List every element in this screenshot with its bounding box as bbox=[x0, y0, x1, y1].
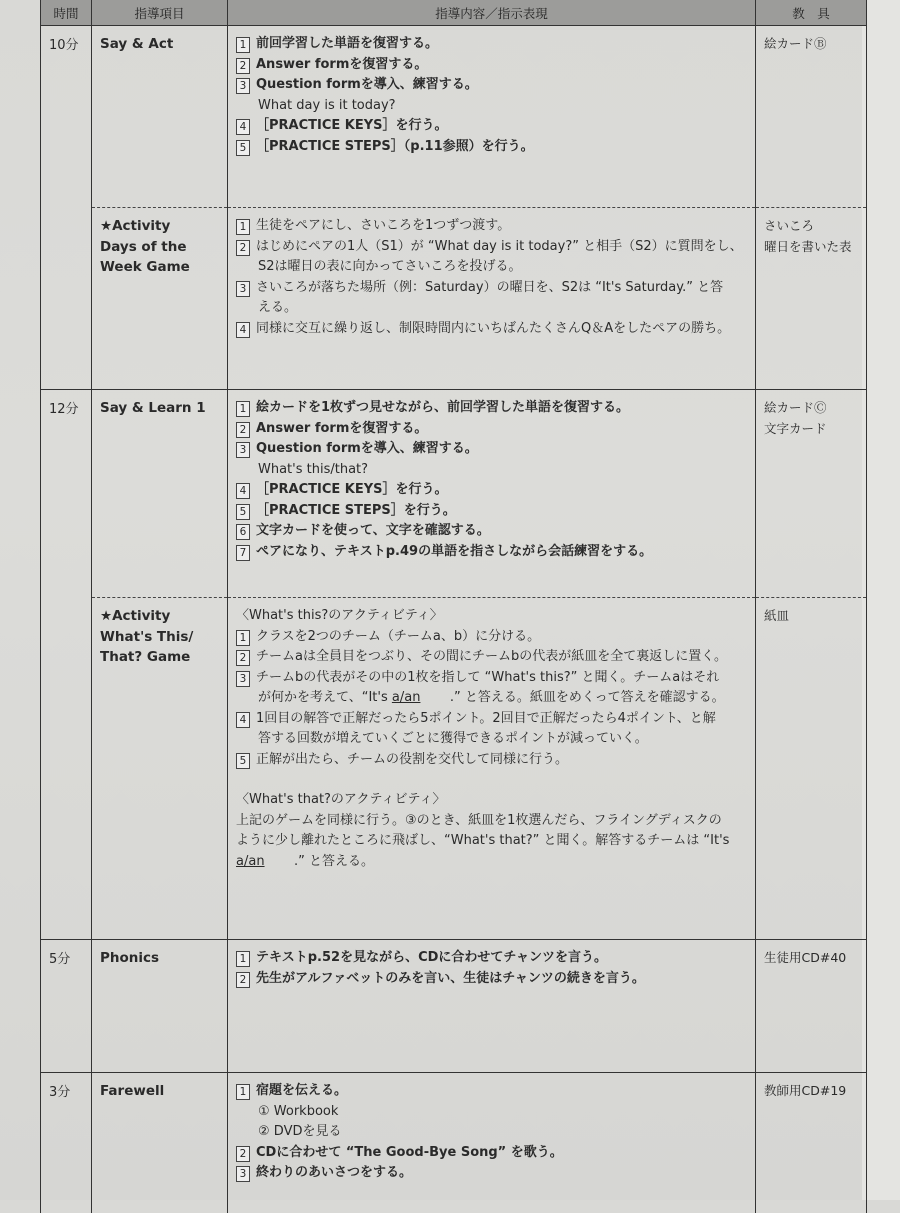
line-text: Question formを導入、練習する。 bbox=[256, 77, 478, 92]
header-time: 時間 bbox=[41, 0, 92, 26]
content-line bbox=[236, 319, 755, 340]
item-cell bbox=[92, 390, 228, 598]
step-number-box: 4 bbox=[236, 119, 250, 135]
content-line bbox=[236, 480, 755, 501]
step-number-box: 6 bbox=[236, 524, 250, 540]
content-line bbox=[236, 116, 755, 137]
content-line bbox=[236, 1163, 755, 1184]
step-number-box: 1 bbox=[236, 401, 250, 417]
content-cell bbox=[228, 598, 756, 940]
line-text: ペアになり、テキストp.49の単語を指さしながら会話練習をする。 bbox=[256, 543, 653, 559]
lesson-plan-table bbox=[40, 0, 867, 1213]
item-label: That? Game bbox=[100, 649, 191, 665]
tools-cell bbox=[756, 598, 867, 940]
content-line bbox=[236, 606, 755, 627]
line-text: S2は曜日の表に向かってさいころを投げる。 bbox=[258, 259, 522, 274]
table-row bbox=[41, 26, 867, 208]
content-line bbox=[236, 852, 755, 873]
step-number-box: 5 bbox=[236, 140, 250, 156]
item-cell bbox=[92, 208, 228, 390]
line-text: 宿題を伝える。 bbox=[256, 1083, 348, 1098]
line-text: 先生がアルファベットのみを言い、生徒はチャンツの続きを言う。 bbox=[256, 970, 645, 986]
time-cell: 10分 bbox=[41, 26, 92, 208]
step-number-box: 7 bbox=[236, 545, 250, 561]
line-text: テキストp.52を見ながら、CDに合わせてチャンツを言う。 bbox=[256, 950, 608, 965]
content-line bbox=[236, 647, 755, 668]
tool-item: 紙皿 bbox=[764, 608, 790, 623]
step-number-box: 2 bbox=[236, 422, 250, 438]
content-line bbox=[236, 439, 755, 460]
content-line bbox=[236, 831, 755, 852]
content-line bbox=[236, 709, 755, 730]
step-number-box: 1 bbox=[236, 219, 250, 235]
content-line bbox=[236, 419, 755, 440]
line-text: が何かを考えて、“It's bbox=[258, 690, 392, 705]
item-label: Say & Act bbox=[100, 36, 174, 52]
tool-item: 絵カードⒷ bbox=[764, 36, 827, 51]
line-text: さいころが落ちた場所（例：Saturday）の曜日を、S2は “It's Saturday.” と答 bbox=[256, 279, 724, 295]
step-number-box: 2 bbox=[236, 650, 250, 666]
line-text: ように少し離れたところに飛ばし、“What's that?” と聞く。解答するチームは “It's bbox=[236, 833, 730, 848]
line-text-after: .” と答える。紙皿をめくって答えを確認する。 bbox=[449, 690, 725, 705]
line-text: ［PRACTICE STEPS］（p.11参照）を行う。 bbox=[256, 138, 534, 154]
time-cell bbox=[41, 598, 92, 940]
line-text-after: .” と答える。 bbox=[294, 853, 374, 869]
line-text: はじめにペアの1人（S1）が “What day is it today?” と相手（S2）に質問をし、 bbox=[256, 238, 743, 254]
content-line bbox=[236, 96, 755, 117]
tools-cell bbox=[756, 940, 867, 1073]
content-line bbox=[236, 948, 755, 969]
line-text: What day is it today? bbox=[258, 97, 396, 113]
line-text: 生徒をペアにし、さいころを1つずつ渡す。 bbox=[256, 218, 511, 233]
line-text: クラスを2つのチーム（チームa、b）に分ける。 bbox=[256, 628, 541, 644]
line-text: ［PRACTICE STEPS］を行う。 bbox=[256, 502, 456, 518]
line-text: Answer formを復習する。 bbox=[256, 420, 428, 436]
step-number-box: 2 bbox=[236, 1146, 250, 1162]
content-cell bbox=[228, 1073, 756, 1213]
line-text: 上記のゲームを同様に行う。③のとき、紙皿を1枚選んだら、フライングディスクの bbox=[236, 812, 722, 828]
line-text: 1回目の解答で正解だったら5ポイント。2回目で正解だったら4ポイント、と解 bbox=[256, 710, 716, 726]
line-text: 文字カードを使って、文字を確認する。 bbox=[256, 523, 490, 538]
item-label: ★Activity bbox=[100, 608, 171, 624]
tools-cell bbox=[756, 26, 867, 208]
item-cell bbox=[92, 1073, 228, 1213]
tool-item: 教師用CD#19 bbox=[764, 1083, 847, 1098]
tool-item: 生徒用CD#40 bbox=[764, 950, 847, 965]
line-text: ［PRACTICE KEYS］を行う。 bbox=[256, 118, 448, 133]
line-text: チームaは全員目をつぶり、その間にチームbの代表が紙皿を全て裏返しに置く。 bbox=[256, 649, 727, 664]
page-margin bbox=[862, 0, 900, 1200]
line-text: Question formを導入、練習する。 bbox=[256, 441, 478, 456]
content-line bbox=[236, 750, 755, 771]
content-line bbox=[236, 542, 755, 563]
step-number-box: 1 bbox=[236, 1084, 250, 1100]
line-text: 正解が出たら、チームの役割を交代して同様に行う。 bbox=[256, 751, 569, 767]
content-cell bbox=[228, 26, 756, 208]
content-line bbox=[236, 688, 755, 709]
header-content: 指導内容／指示表現 bbox=[228, 0, 756, 26]
step-number-box: 4 bbox=[236, 322, 250, 338]
content-line bbox=[236, 1081, 755, 1102]
line-text: 前回学習した単語を復習する。 bbox=[256, 36, 439, 51]
content-line bbox=[236, 460, 755, 481]
step-number-box: 5 bbox=[236, 753, 250, 769]
content-line bbox=[236, 75, 755, 96]
line-text: 答する回数が増えていくごとに獲得できるポイントが減っていく。 bbox=[258, 731, 648, 746]
content-line bbox=[236, 55, 755, 76]
item-label: Phonics bbox=[100, 950, 160, 966]
step-number-box: 4 bbox=[236, 712, 250, 728]
content-line bbox=[236, 668, 755, 689]
table-header bbox=[41, 0, 867, 26]
item-label: What's This/ bbox=[100, 628, 194, 645]
item-label: Farewell bbox=[100, 1083, 165, 1099]
item-cell bbox=[92, 598, 228, 940]
tool-item: 文字カード bbox=[764, 420, 827, 436]
tool-item: さいころ bbox=[764, 218, 815, 233]
header-tools: 教 具 bbox=[756, 0, 867, 26]
time-cell: 3分 bbox=[41, 1073, 92, 1213]
content-line bbox=[236, 137, 755, 158]
item-label: ★Activity bbox=[100, 218, 171, 234]
step-number-box: 3 bbox=[236, 671, 250, 687]
step-number-box: 3 bbox=[236, 442, 250, 458]
tools-cell bbox=[756, 208, 867, 390]
content-line bbox=[236, 257, 755, 278]
content-line bbox=[236, 811, 755, 832]
table-row bbox=[41, 1073, 867, 1213]
line-text: 同様に交互に繰り返し、制限時間内にいちばんたくさんQ＆Aをしたペアの勝ち。 bbox=[256, 320, 731, 336]
tool-item: 曜日を書いた表 bbox=[764, 238, 852, 254]
step-number-box: 1 bbox=[236, 951, 250, 967]
line-text: ［PRACTICE KEYS］を行う。 bbox=[256, 482, 448, 497]
content-cell bbox=[228, 208, 756, 390]
content-cell bbox=[228, 940, 756, 1073]
content-line bbox=[236, 278, 755, 299]
tools-cell bbox=[756, 390, 867, 598]
answer-blank: a/an bbox=[236, 853, 265, 869]
table-row bbox=[41, 940, 867, 1073]
step-number-box: 3 bbox=[236, 1166, 250, 1182]
item-cell bbox=[92, 26, 228, 208]
line-text: える。 bbox=[258, 300, 298, 315]
item-label: Say & Learn 1 bbox=[100, 400, 206, 416]
content-line bbox=[236, 521, 755, 542]
step-number-box: 3 bbox=[236, 78, 250, 94]
item-label: Week Game bbox=[100, 259, 190, 275]
line-text: What's this/that? bbox=[258, 461, 369, 477]
table-row bbox=[41, 598, 867, 940]
line-text: 絵カードを1枚ずつ見せながら、前回学習した単語を復習する。 bbox=[256, 400, 630, 415]
tool-item: 絵カードⒸ bbox=[764, 400, 827, 415]
step-number-box: 2 bbox=[236, 240, 250, 256]
step-number-box: 2 bbox=[236, 972, 250, 988]
step-number-box: 4 bbox=[236, 483, 250, 499]
line-text: ① Workbook bbox=[258, 1103, 339, 1119]
time-cell bbox=[41, 208, 92, 390]
content-line bbox=[236, 1143, 755, 1164]
answer-blank: a/an bbox=[391, 690, 421, 705]
item-label: Days of the bbox=[100, 238, 187, 255]
content-line bbox=[236, 790, 755, 811]
time-cell: 12分 bbox=[41, 390, 92, 598]
content-line bbox=[236, 501, 755, 522]
step-number-box: 1 bbox=[236, 630, 250, 646]
line-text: 終わりのあいさつをする。 bbox=[256, 1165, 413, 1180]
step-number-box: 1 bbox=[236, 37, 250, 53]
content-line bbox=[236, 237, 755, 258]
content-line bbox=[236, 729, 755, 750]
content-line bbox=[236, 34, 755, 55]
content-line bbox=[236, 216, 755, 237]
line-text: CDに合わせて “The Good-Bye Song” を歌う。 bbox=[256, 1144, 563, 1160]
step-number-box: 2 bbox=[236, 58, 250, 74]
content-line bbox=[236, 398, 755, 419]
tools-cell bbox=[756, 1073, 867, 1213]
line-text: チームbの代表がその中の1枚を指して “What's this?” と聞く。チームaはそれ bbox=[256, 669, 720, 685]
line-text: ② DVDを見る bbox=[258, 1124, 342, 1139]
line-text: 〈What's that?のアクティビティ〉 bbox=[236, 792, 446, 807]
header-item: 指導項目 bbox=[92, 0, 228, 26]
content-line bbox=[236, 1102, 755, 1123]
content-cell bbox=[228, 390, 756, 598]
content-line bbox=[236, 969, 755, 990]
time-cell: 5分 bbox=[41, 940, 92, 1073]
line-text: Answer formを復習する。 bbox=[256, 56, 428, 72]
content-line bbox=[236, 627, 755, 648]
content-line bbox=[236, 1122, 755, 1143]
step-number-box: 3 bbox=[236, 281, 250, 297]
table-row bbox=[41, 390, 867, 598]
step-number-box: 5 bbox=[236, 504, 250, 520]
item-cell bbox=[92, 940, 228, 1073]
line-text: 〈What's this?のアクティビティ〉 bbox=[236, 608, 443, 623]
table-row bbox=[41, 208, 867, 390]
content-line bbox=[236, 298, 755, 319]
